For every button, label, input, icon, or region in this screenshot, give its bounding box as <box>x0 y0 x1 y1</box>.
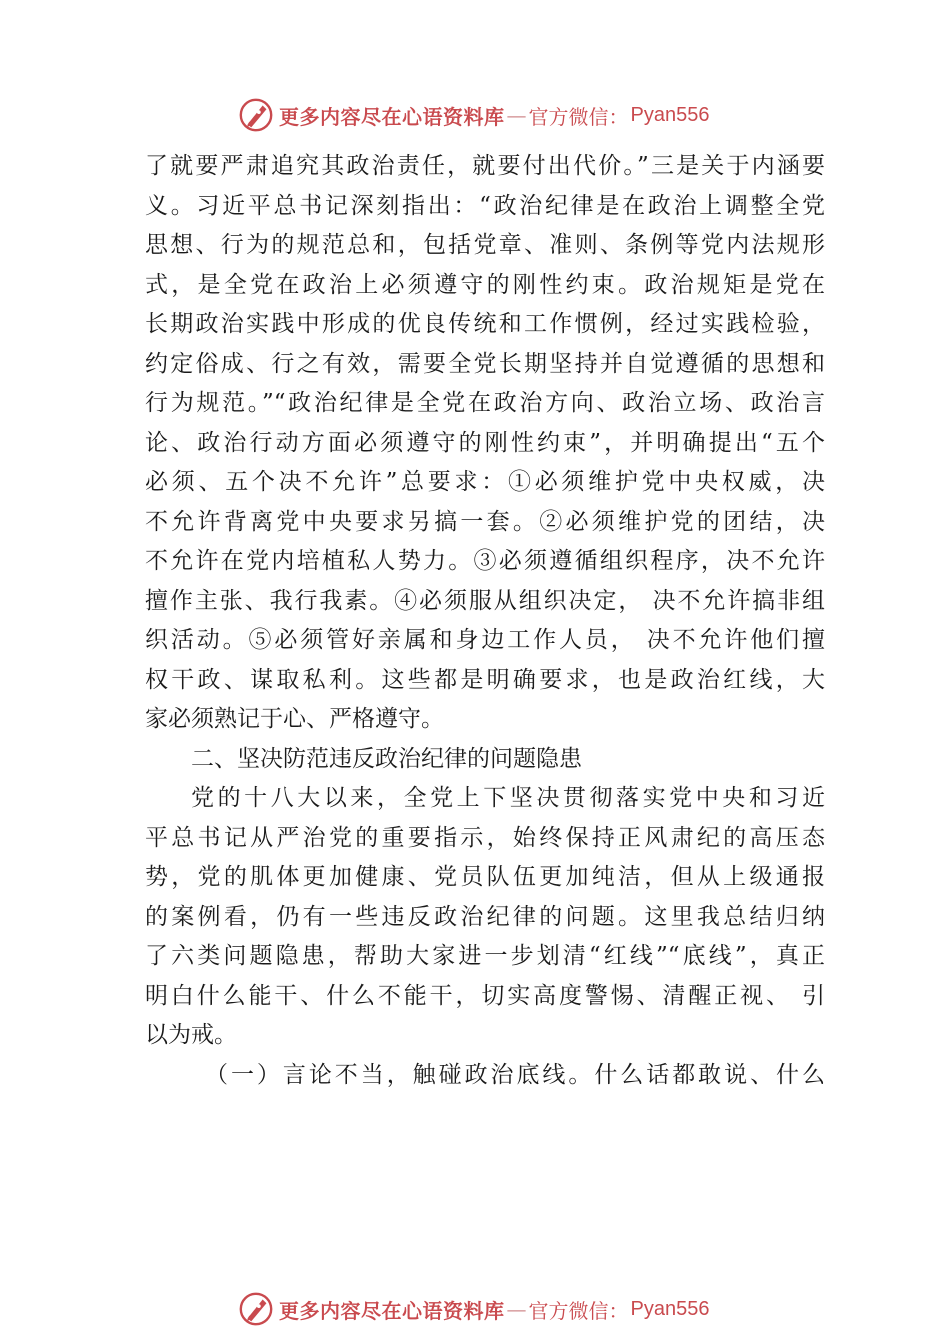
text-line: 擅作主张、我行我素。④必须服从组织决定， 决不允许搞非组 <box>145 587 825 614</box>
text-line: 不允许背离党中央要求另搞一套。②必须维护党的团结，决 <box>145 508 825 535</box>
header-watermark-banner <box>237 95 737 135</box>
text-line: 二、坚决防范违反政治纪律的问题隐患 <box>191 745 582 772</box>
banner-main-text: 更多内容尽在心语资料库 <box>279 1298 505 1323</box>
text-line: 以为戒。 <box>145 1022 237 1048</box>
text-line: 织活动。⑤必须管好亲属和身边工作人员， 决不允许他们擅 <box>145 627 825 653</box>
pen-nib-logo-icon <box>237 1290 275 1328</box>
banner-sub-text: 官方微信： <box>528 104 629 129</box>
banner-main-text: 更多内容尽在心语资料库 <box>279 104 505 129</box>
text-line: 长期政治实践中形成的优良传统和工作惯例，经过实践检验， <box>145 311 825 337</box>
text-line: 了就要严肃追究其政治责任，就要付出代价。”三是关于内涵要 <box>145 153 825 179</box>
text-line: 论、政治行动方面必须遵守的刚性约束”，并明确提出“五个 <box>145 429 825 456</box>
text-line: 势，党的肌体更加健康、党员队伍更加纯洁，但从上级通报 <box>145 864 825 890</box>
footer-watermark-banner <box>237 1289 737 1329</box>
document-body <box>145 147 825 1095</box>
text-line: 权干政、谋取私利。这些都是明确要求，也是政治红线，大 <box>145 666 825 693</box>
text-line: （一）言论不当，触碰政治底线。什么话都敢说、什么 <box>205 1061 825 1088</box>
banner-sub-text: 官方微信： <box>528 1298 629 1323</box>
pen-nib-logo-icon <box>237 96 275 134</box>
banner-dash: — <box>506 103 527 127</box>
text-line: 思想、行为的规范总和，包括党章、准则、条例等党内法规形 <box>145 232 825 258</box>
text-line: 不允许在党内培植私人势力。③必须遵循组织程序，决不允许 <box>145 548 825 574</box>
text-line: 了六类问题隐患，帮助大家进一步划清“红线”“底线”，真正 <box>145 943 825 969</box>
text-line: 平总书记从严治党的重要指示，始终保持正风肃纪的高压态 <box>145 824 825 851</box>
text-line: 的案例看，仍有一些违反政治纪律的问题。这里我总结归纳 <box>145 903 825 930</box>
text-line: 明白什么能干、什么不能干，切实高度警惕、清醒正视、 引 <box>145 982 825 1009</box>
text-line: 约定俗成、行之有效，需要全党长期坚持并自觉遵循的思想和 <box>145 350 825 377</box>
text-line: 行为规范。”“政治纪律是全党在政治方向、政治立场、政治言 <box>145 390 825 416</box>
text-line: 党的十八大以来，全党上下坚决贯彻落实党中央和习近 <box>191 785 825 811</box>
text-line: 必须、五个决不允许”总要求：①必须维护党中央权威，决 <box>145 469 825 495</box>
text-line: 式，是全党在政治上必须遵守的刚性约束。政治规矩是党在 <box>145 271 825 298</box>
banner-wechat-id: Pyan556 <box>630 1297 710 1320</box>
banner-dash: — <box>506 1297 527 1321</box>
banner-wechat-id: Pyan556 <box>630 103 710 126</box>
text-line: 家必须熟记于心、严格遵守。 <box>145 706 444 732</box>
text-line: 义。习近平总书记深刻指出：“政治纪律是在政治上调整全党 <box>145 192 825 219</box>
